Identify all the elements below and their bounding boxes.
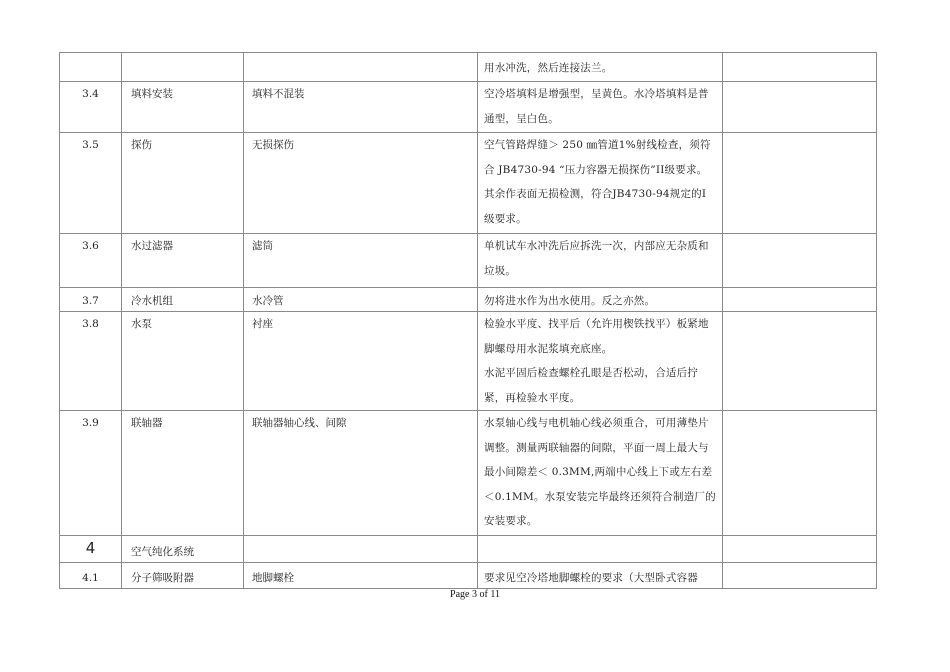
row-name: 填料安装	[122, 82, 244, 133]
table-row	[60, 411, 877, 536]
row-remark	[723, 82, 877, 133]
section-title	[122, 536, 244, 563]
requirement-line: 用水冲洗，然后连接法兰。	[484, 62, 613, 74]
row-number: 3.8	[60, 312, 122, 411]
row-requirement	[478, 234, 723, 288]
row-remark	[723, 312, 877, 411]
requirement-line: 水泥平固后检查螺栓孔眼是否松动，合适后拧	[484, 367, 698, 379]
requirement-line: 安装要求。	[484, 515, 538, 527]
row-name: 联轴器	[122, 411, 244, 536]
row-item: 滤筒	[244, 234, 478, 288]
row-item: 联轴器轴心线、间隙	[244, 411, 478, 536]
row-requirement	[478, 563, 723, 589]
row-item	[244, 53, 478, 82]
requirement-line: 调整。测量两联轴器的间隙，平面一周上最大与	[484, 441, 709, 454]
row-remark	[723, 288, 877, 312]
row-remark	[723, 563, 877, 589]
row-number: 3.4	[60, 82, 122, 133]
section-title-text: 空气纯化系统	[131, 546, 194, 558]
row-item: 填料不混装	[244, 82, 478, 133]
requirement-line: 级要求。	[484, 212, 527, 225]
requirement-line: 脚螺母用水泥浆填充底座。	[484, 342, 613, 355]
table-row	[60, 53, 877, 82]
requirement-line: 通型，呈白色。	[484, 112, 559, 125]
row-number	[60, 53, 122, 82]
requirement-line: 垃圾。	[484, 264, 517, 277]
row-requirement	[478, 53, 723, 82]
row-requirement	[478, 82, 723, 133]
requirement-line: 勿将进水作为出水使用。反之亦然。	[484, 295, 656, 307]
row-requirement	[478, 411, 723, 536]
section-number	[60, 536, 122, 563]
row-item: 无损探伤	[244, 133, 478, 234]
row-remark	[723, 411, 877, 536]
requirement-line: ＜0.1MM。水泵安装完毕最终还须符合制造厂的	[484, 490, 716, 503]
page-footer: Page 3 of 11	[450, 589, 500, 600]
row-remark	[723, 234, 877, 288]
row-requirement	[478, 133, 723, 234]
row-number: 3.9	[60, 411, 122, 536]
requirement-line: 紧，再检验水平度。	[484, 391, 581, 404]
row-name: 探伤	[122, 133, 244, 234]
table-row	[60, 82, 877, 133]
row-number: 3.6	[60, 234, 122, 288]
requirement-line: 空气管路焊缝＞ 250 ㎜管道1%射线检查，须符	[484, 139, 711, 151]
row-requirement	[478, 288, 723, 312]
row-name: 水泵	[122, 312, 244, 411]
row-name: 分子筛吸附器	[122, 563, 244, 589]
row-remark	[723, 536, 877, 563]
row-name: 冷水机组	[122, 288, 244, 312]
row-name: 水过滤器	[122, 234, 244, 288]
row-number: 3.5	[60, 133, 122, 234]
requirement-line: 空冷塔填料是增强型，呈黄色。水冷塔填料是普	[484, 88, 709, 100]
row-item: 衬座	[244, 312, 478, 411]
section-number-text: 4	[85, 539, 96, 557]
row-item	[244, 536, 478, 563]
requirement-line: 要求见空冷塔地脚螺栓的要求（大型卧式容器	[484, 572, 698, 584]
requirement-line: 合 JB4730-94 “压力容器无损探伤”II级要求。	[484, 163, 708, 176]
row-number: 3.7	[60, 288, 122, 312]
requirement-line: 检验水平度、找平后（允许用楔铁找平）板紧地	[484, 318, 709, 330]
requirement-line: 水泵轴心线与电机轴心线必须重合，可用薄垫片	[484, 417, 709, 429]
row-name	[122, 53, 244, 82]
row-item: 地脚螺栓	[244, 563, 478, 589]
table-row	[60, 234, 877, 288]
table-row	[60, 288, 877, 312]
table-row	[60, 563, 877, 589]
table-row	[60, 312, 877, 411]
requirement-line: 其余作表面无损检测，符合JB4730-94规定的I	[484, 188, 707, 200]
row-requirement	[478, 536, 723, 563]
section-row	[60, 536, 877, 563]
requirement-line: 单机试车水冲洗后应拆洗一次，内部应无杂质和	[484, 240, 709, 252]
requirement-line: 最小间隙差＜ 0.3MM,两端中心线上下或左右差	[484, 466, 713, 478]
row-number: 4.1	[60, 563, 122, 589]
row-remark	[723, 133, 877, 234]
row-requirement	[478, 312, 723, 411]
row-remark	[723, 53, 877, 82]
table-row	[60, 133, 877, 234]
inspection-table	[59, 52, 877, 589]
row-item: 水冷管	[244, 288, 478, 312]
